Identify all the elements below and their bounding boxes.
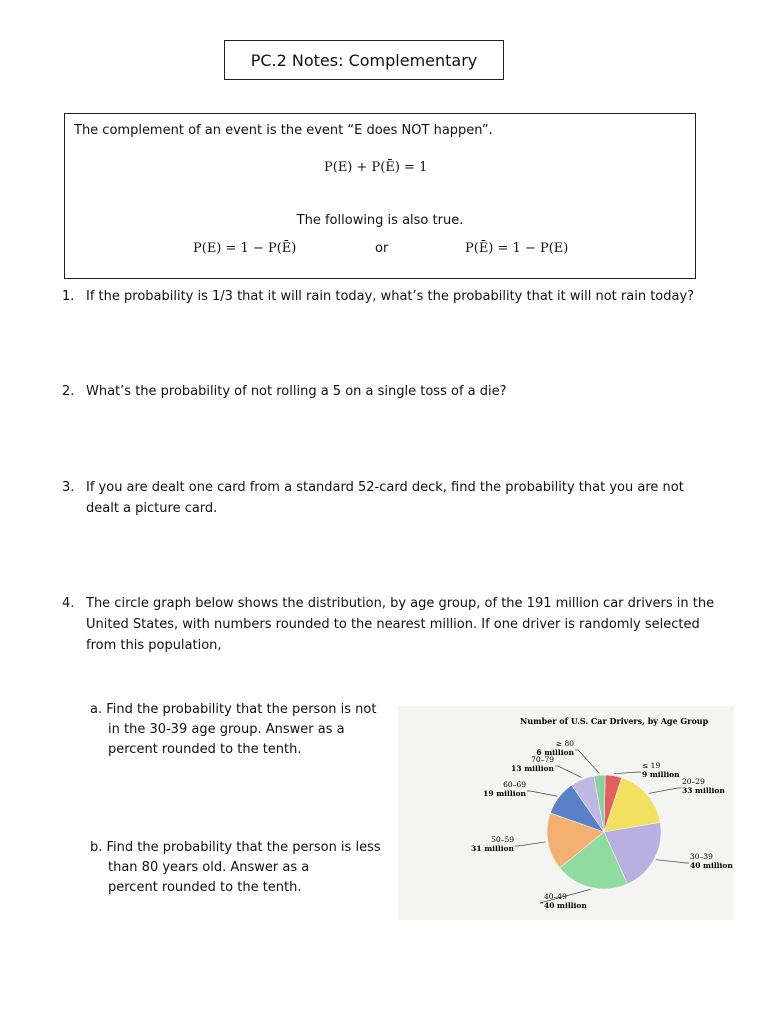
question-text-line-1: The circle graph below shows the distribution, by age group, of the 191 million car drivers in the xyxy=(86,596,715,611)
page-title xyxy=(224,40,504,80)
question-text-line-2: United States, with numbers rounded to the nearest million. If one driver is randomly selected xyxy=(86,617,700,632)
slice-value-label: 31 million xyxy=(471,844,514,853)
leader-line xyxy=(656,860,689,863)
question-number: 4. xyxy=(62,596,75,611)
subquestion-line-1: b. Find the probability that the person is less xyxy=(90,840,381,855)
leader-line xyxy=(575,750,599,773)
leader-line xyxy=(555,766,582,777)
subquestion-a xyxy=(90,700,390,760)
question-number: 1. xyxy=(62,289,75,304)
slice-category-label: 50–59 xyxy=(491,835,514,844)
main-equation: P(E) + P(Ē) = 1 xyxy=(324,160,428,175)
definition-text: The complement of an event is the event “E does NOT happen”. xyxy=(74,123,493,138)
subquestion-line-1: a. Find the probability that the person is not xyxy=(90,702,377,717)
slice-category-label: 40–49 xyxy=(544,892,567,901)
definition-box xyxy=(64,113,696,279)
left-equation: P(E) = 1 − P(Ē) xyxy=(193,241,297,256)
question-number: 3. xyxy=(62,480,75,495)
slice-value-label: 40 million xyxy=(544,901,587,910)
slice-category-label: 20–29 xyxy=(682,777,705,786)
chart-title: Number of U.S. Car Drivers, by Age Group xyxy=(520,716,709,726)
question-text-line-1: If you are dealt one card from a standard 52-card deck, find the probability that you are not xyxy=(86,480,684,495)
slice-value-label: 33 million xyxy=(682,786,725,795)
subquestion-line-2: than 80 years old. Answer as a xyxy=(108,860,310,875)
pie-chart xyxy=(398,706,734,920)
question-number: 2. xyxy=(62,384,75,399)
subquestion-line-3: percent rounded to the tenth. xyxy=(108,880,302,895)
slice-category-label: ≥ 80 xyxy=(555,739,574,748)
leader-line xyxy=(515,842,546,846)
leader-line xyxy=(527,791,557,796)
leader-line xyxy=(614,772,641,774)
question-text: What’s the probability of not rolling a 5 on a single toss of a die? xyxy=(86,384,507,399)
subquestion-line-2: in the 30-39 age group. Answer as a xyxy=(108,722,345,737)
subquestion-b xyxy=(90,838,390,898)
leader-line xyxy=(649,788,681,793)
slice-value-label: 19 million xyxy=(483,789,526,798)
page-title-text: PC.2 Notes: Complementary xyxy=(250,50,478,70)
or-text: or xyxy=(375,241,389,256)
subquestion-line-3: percent rounded to the tenth. xyxy=(108,742,302,757)
slice-category-label: 30–39 xyxy=(690,852,713,861)
slice-category-label: 70–79 xyxy=(531,755,554,764)
question-text-line-2: dealt a picture card. xyxy=(86,501,218,516)
slice-value-label: 40 million xyxy=(690,861,733,870)
right-equation: P(Ē) = 1 − P(E) xyxy=(465,241,569,256)
question-text-line-3: from this population, xyxy=(86,638,222,653)
also-true-text: The following is also true. xyxy=(296,213,464,228)
pie-chart-svg xyxy=(398,706,734,920)
question-text: If the probability is 1/3 that it will rain today, what’s the probability that it will not rain today? xyxy=(86,289,695,304)
slice-category-label: 60–69 xyxy=(503,780,526,789)
slice-value-label: 6 million xyxy=(536,748,574,757)
slice-category-label: ≤ 19 xyxy=(642,761,661,770)
slice-value-label: 9 million xyxy=(642,770,680,779)
slice-value-label: 13 million xyxy=(511,764,554,773)
